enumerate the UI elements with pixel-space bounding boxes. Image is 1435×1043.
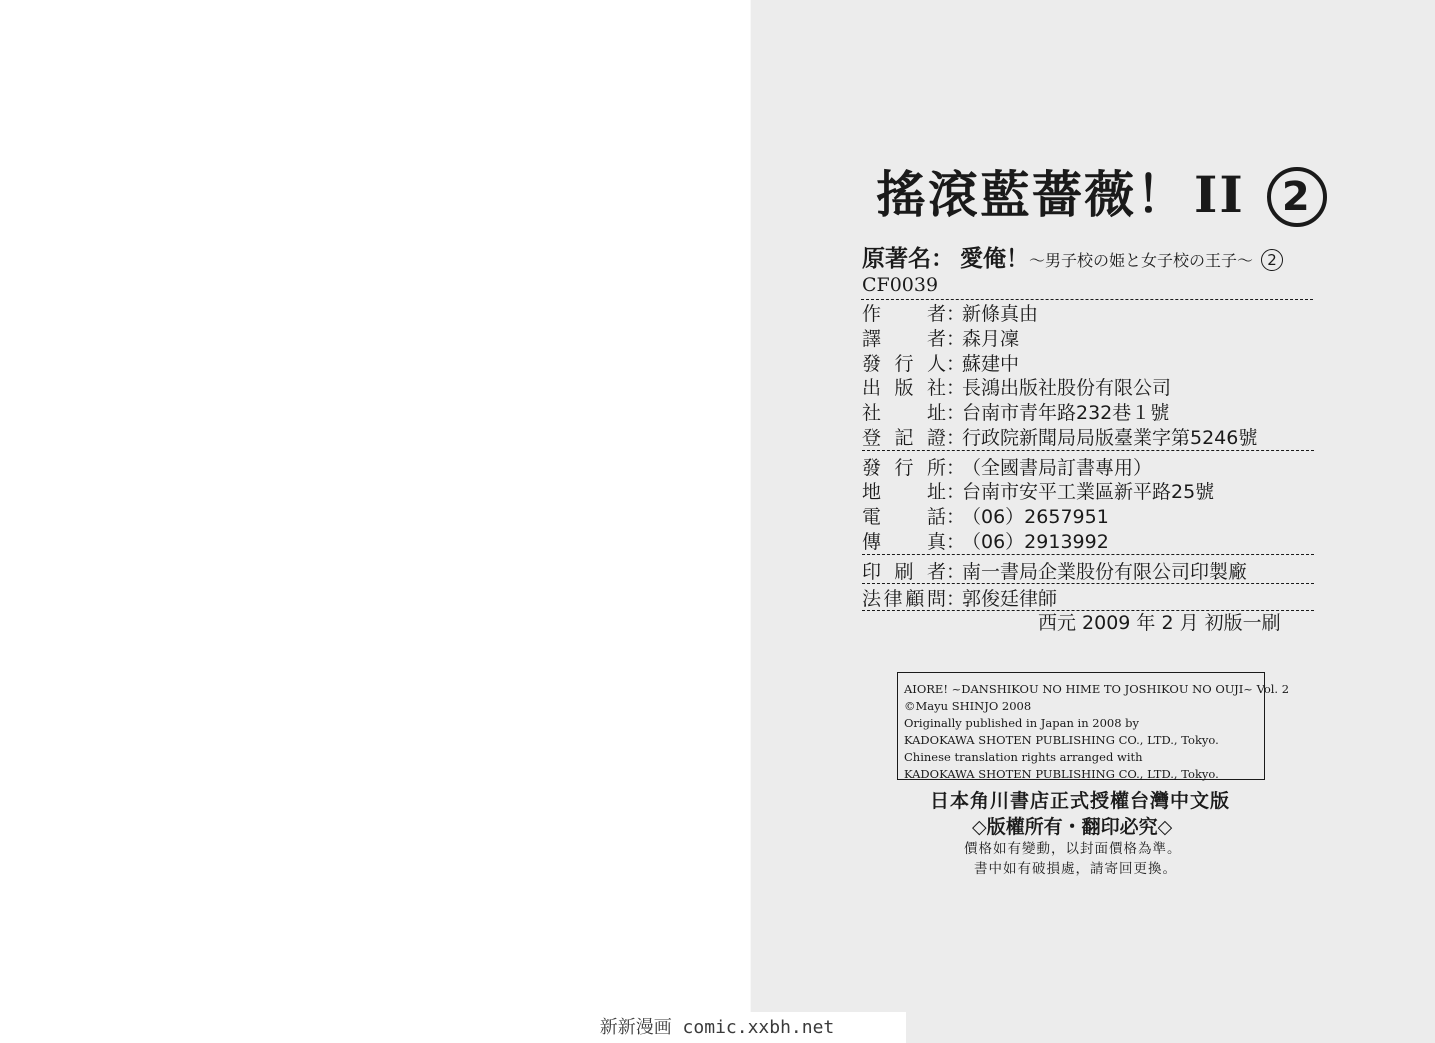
credit-value: 台南市安平工業區新平路25號: [962, 481, 1215, 504]
rights-notice: ◇版權所有・翻印必究◇: [972, 816, 1173, 838]
credit-row: 印 刷 者 ： 南一書局企業股份有限公司印製廠: [862, 558, 1314, 583]
copyright-line: AIORE! ~DANSHIKOU NO HIME TO JOSHIKOU NO OUJI~ Vol. 2: [904, 682, 1290, 696]
credit-label: 發 行 所: [862, 456, 946, 479]
credit-row: 地 址 ： 台南市安平工業區新平路25號: [862, 479, 1314, 504]
credit-row: 出 版 社 ： 長鴻出版社股份有限公司: [862, 374, 1314, 399]
credit-value: 台南市青年路232巷１號: [962, 402, 1170, 425]
credit-value: 森月凜: [962, 327, 1020, 350]
credit-row: 社 址 ： 台南市青年路232巷１號: [862, 399, 1314, 424]
credit-value: （全國書局訂書專用）: [962, 456, 1153, 479]
credit-value: （06）2657951: [962, 506, 1109, 529]
copyright-line: ©Mayu SHINJO 2008: [904, 699, 1032, 713]
credits-list: [862, 300, 1314, 612]
damage-note: 書中如有破損處，請寄回更換。: [974, 861, 1177, 877]
credit-value: 南一書局企業股份有限公司印製廠: [962, 560, 1248, 583]
credit-label: 出 版 社: [862, 377, 946, 400]
original-title-label: 原著名：: [862, 246, 954, 272]
original-title-subtitle: ～男子校の姫と女子校の王子～: [1029, 251, 1254, 270]
volume-number: 2: [1267, 167, 1327, 227]
copyright-line: Originally published in Japan in 2008 by: [904, 716, 1140, 730]
credit-label: 譯 者: [862, 327, 946, 350]
original-volume-number: 2: [1261, 249, 1283, 271]
credit-row: 發 行 所 ： （全國書局訂書專用）: [862, 454, 1314, 479]
credit-value: 新條真由: [962, 302, 1039, 325]
credit-value: 長鴻出版社股份有限公司: [962, 377, 1172, 400]
credit-label: 印 刷 者: [862, 560, 946, 583]
title-roman-numeral: II: [1194, 165, 1245, 224]
credit-row: 發 行 人 ： 蘇建中: [862, 350, 1314, 375]
credit-label: 法 律 顧 問: [862, 587, 946, 610]
product-code: CF0039: [862, 274, 939, 296]
credit-value: 行政院新聞局局版臺業字第5246號: [962, 426, 1258, 449]
site-watermark: 新新漫画 comic.xxbh.net: [528, 1012, 906, 1043]
credit-row: 法 律 顧 問 ： 郭俊廷律師: [862, 585, 1314, 610]
credit-value: 蘇建中: [962, 352, 1020, 375]
credit-row: 傳 真 ： （06）2913992: [862, 528, 1314, 553]
title-main: 搖滾藍薔薇！: [876, 166, 1188, 224]
credit-row: 登 記 證 ： 行政院新聞局局版臺業字第5246號: [862, 424, 1314, 449]
credit-label: 發 行 人: [862, 352, 946, 375]
copyright-line: Chinese translation rights arranged with: [904, 750, 1143, 764]
credit-row: 電 話 ： （06）2657951: [862, 503, 1314, 528]
credit-label: 作 者: [862, 302, 946, 325]
credit-value: （06）2913992: [962, 531, 1109, 554]
credit-label: 電 話: [862, 506, 946, 529]
edition-date: 西元 2009 年 2 月 初版一刷: [1038, 612, 1281, 634]
copyright-line: KADOKAWA SHOTEN PUBLISHING CO., LTD., Tokyo.: [904, 733, 1219, 747]
book-title: [876, 155, 1327, 227]
credit-row: 作 者 ： 新條真由: [862, 300, 1314, 325]
copyright-box: [897, 672, 1290, 781]
original-title: [862, 240, 1283, 273]
credit-label: 傳 真: [862, 531, 946, 554]
credit-label: 社 址: [862, 402, 946, 425]
price-note: 價格如有變動，以封面價格為準。: [964, 841, 1182, 857]
credit-row: 譯 者 ： 森月凜: [862, 325, 1314, 350]
authorization-notice: 日本角川書店正式授權台灣中文版: [930, 790, 1231, 812]
original-title-name: 愛俺！: [960, 246, 1029, 272]
copyright-line: KADOKAWA SHOTEN PUBLISHING CO., LTD., Tokyo.: [904, 767, 1219, 781]
credit-label: 登 記 證: [862, 426, 946, 449]
credit-value: 郭俊廷律師: [962, 587, 1058, 610]
credit-label: 地 址: [862, 481, 946, 504]
